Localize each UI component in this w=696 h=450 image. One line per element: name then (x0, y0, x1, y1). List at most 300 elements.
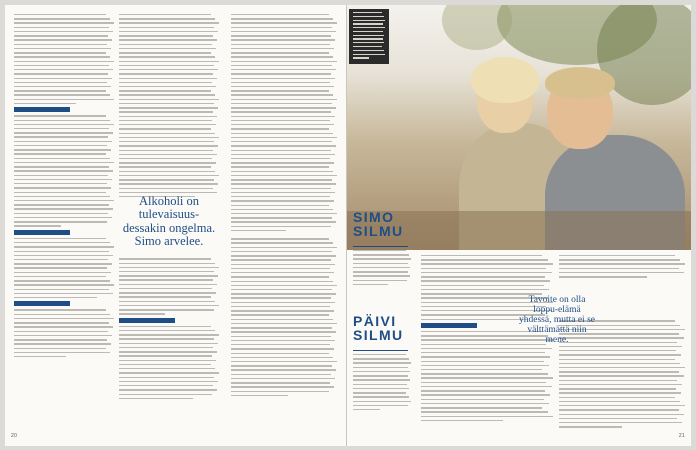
text-line (231, 183, 336, 184)
text-line (421, 369, 542, 370)
text-line (119, 394, 212, 395)
text-line (559, 422, 682, 423)
text-line (119, 107, 218, 108)
article-column-3 (231, 14, 337, 399)
text-line (119, 183, 218, 184)
text-line (14, 251, 109, 252)
text-line (231, 124, 334, 125)
text-line (14, 318, 114, 319)
text-line (14, 326, 113, 327)
text-line (14, 18, 110, 19)
text-line (353, 263, 408, 264)
text-line (14, 78, 112, 79)
text-line (14, 255, 113, 256)
text-line (353, 379, 410, 380)
text-line (421, 276, 545, 277)
text-line (119, 111, 213, 112)
text-line (14, 225, 61, 226)
text-line (421, 416, 553, 417)
text-line (231, 247, 337, 248)
section-heading (14, 301, 70, 306)
text-line (14, 145, 107, 146)
text-line (231, 128, 329, 129)
text-line (421, 352, 545, 353)
text-line (559, 276, 647, 277)
text-line (14, 284, 114, 285)
text-line (119, 267, 219, 268)
text-line (231, 331, 336, 332)
text-line (119, 120, 212, 121)
text-line (119, 65, 214, 66)
text-line (119, 326, 211, 327)
text-line (231, 103, 332, 104)
text-line (14, 22, 114, 23)
text-line (14, 86, 111, 87)
text-line (231, 179, 332, 180)
text-line (231, 297, 331, 298)
sidebar-title-paivi: PÄIVI SILMU (353, 313, 404, 343)
text-line (14, 208, 113, 209)
text-line (14, 124, 114, 125)
text-line (353, 405, 408, 406)
left-page (5, 5, 346, 446)
text-line (231, 171, 333, 172)
text-line (231, 268, 330, 269)
text-line (559, 380, 677, 381)
text-line (231, 302, 335, 303)
text-line (14, 297, 97, 298)
page-number-left: 20 (11, 433, 18, 439)
text-line (353, 54, 385, 55)
text-line (14, 170, 113, 171)
text-line (14, 246, 114, 247)
text-line (559, 388, 676, 389)
text-line (14, 263, 112, 264)
text-line (231, 276, 329, 277)
text-line (14, 335, 112, 336)
text-line (353, 12, 382, 13)
text-line (353, 354, 406, 355)
text-line (14, 183, 107, 184)
text-line (231, 369, 336, 370)
text-line (353, 371, 410, 372)
text-line (421, 280, 550, 281)
text-line (14, 352, 110, 353)
text-line (231, 348, 334, 349)
text-line (231, 374, 331, 375)
text-line (119, 103, 214, 104)
text-line (14, 162, 114, 163)
text-line (231, 386, 334, 387)
text-line (119, 368, 215, 369)
text-line (14, 331, 108, 332)
text-line (231, 116, 335, 117)
text-line (353, 20, 385, 21)
tree-foliage (442, 5, 512, 50)
text-line (231, 209, 333, 210)
text-line (231, 82, 330, 83)
text-line (119, 296, 211, 297)
text-line (119, 150, 213, 151)
text-line (559, 397, 675, 398)
text-line (559, 409, 679, 410)
text-line (231, 285, 337, 286)
text-line (231, 65, 332, 66)
text-line (559, 367, 685, 368)
text-line (231, 319, 333, 320)
text-line (231, 327, 332, 328)
text-line (14, 267, 107, 268)
pull-quote-right: Tavoite on olla loppu-elämä yhdessä, mutta ei se välttämättä niin mene. (519, 295, 595, 346)
text-line (421, 386, 552, 387)
text-line (231, 289, 332, 290)
text-line (231, 361, 337, 362)
text-line (119, 141, 214, 142)
text-line (14, 348, 106, 349)
section-heading (14, 230, 70, 235)
text-line (353, 392, 406, 393)
text-line (421, 255, 542, 256)
text-line (14, 217, 112, 218)
text-line (14, 44, 107, 45)
sidebar-facts-paivi (353, 354, 411, 413)
text-line (119, 292, 216, 293)
text-line (353, 258, 411, 259)
text-line (119, 52, 211, 53)
text-line (14, 115, 106, 116)
text-line (559, 426, 622, 427)
text-line (231, 251, 332, 252)
text-line (119, 355, 212, 356)
text-line (119, 73, 213, 74)
text-line (14, 187, 111, 188)
text-line (421, 272, 552, 273)
section-heading (119, 318, 175, 323)
text-line (14, 35, 108, 36)
text-line (119, 258, 211, 259)
text-line (231, 230, 286, 231)
text-line (119, 158, 212, 159)
text-line (231, 107, 336, 108)
pull-quote-left: Alkoholi on tulevaisuus-dessakin ongelma. Simo arvelee. (122, 194, 216, 248)
text-line (119, 124, 216, 125)
text-line (421, 365, 549, 366)
text-line (559, 384, 682, 385)
text-line (231, 340, 335, 341)
text-line (119, 385, 213, 386)
text-line (119, 271, 214, 272)
text-line (421, 390, 545, 391)
text-line (231, 391, 329, 392)
text-line (14, 132, 113, 133)
text-line (119, 137, 219, 138)
text-line (231, 78, 335, 79)
text-line (421, 285, 544, 286)
photo-caption (349, 9, 389, 64)
text-line (119, 309, 214, 310)
text-line (119, 372, 219, 373)
text-line (119, 82, 212, 83)
text-line (231, 145, 336, 146)
text-line (231, 162, 334, 163)
text-line (119, 48, 216, 49)
sidebar-facts-simo (353, 250, 411, 288)
text-line (14, 48, 111, 49)
text-line (14, 14, 106, 15)
text-line (231, 111, 331, 112)
text-line (231, 395, 288, 396)
text-line (14, 339, 107, 340)
text-line (231, 200, 334, 201)
text-line (231, 90, 329, 91)
text-line (231, 73, 331, 74)
text-line (119, 305, 219, 306)
text-line (231, 14, 329, 15)
text-line (119, 116, 217, 117)
text-line (231, 52, 329, 53)
text-line (119, 22, 219, 23)
text-line (14, 56, 110, 57)
text-line (421, 382, 546, 383)
text-line (231, 357, 333, 358)
text-line (119, 284, 217, 285)
text-line (231, 150, 331, 151)
text-line (231, 242, 333, 243)
text-line (231, 196, 330, 197)
text-line (14, 166, 109, 167)
text-line (14, 276, 106, 277)
text-line (559, 392, 681, 393)
text-line (421, 361, 544, 362)
text-line (14, 90, 106, 91)
text-line (14, 200, 114, 201)
text-line (231, 27, 332, 28)
text-line (14, 52, 106, 53)
text-line (231, 353, 329, 354)
text-line (353, 42, 384, 43)
text-line (14, 61, 114, 62)
text-line (353, 409, 380, 410)
text-line (231, 205, 329, 206)
text-line (119, 69, 218, 70)
text-line (14, 343, 111, 344)
text-line (231, 314, 329, 315)
text-line (119, 61, 219, 62)
text-line (119, 334, 219, 335)
woman-hair (471, 57, 539, 103)
text-line (559, 375, 684, 376)
text-line (353, 38, 383, 39)
text-line (353, 384, 407, 385)
text-line (14, 272, 111, 273)
man-hair (545, 67, 615, 99)
text-line (14, 158, 110, 159)
text-line (231, 323, 337, 324)
text-line (421, 356, 550, 357)
text-line (353, 50, 384, 51)
text-line (14, 136, 108, 137)
text-line (14, 120, 110, 121)
text-line (231, 213, 337, 214)
text-line (119, 31, 218, 32)
text-line (14, 149, 111, 150)
text-line (231, 61, 337, 62)
sidebar-title-simo: SIMO SILMU (353, 209, 404, 239)
text-line (421, 411, 548, 412)
text-line (231, 137, 337, 138)
text-line (14, 31, 113, 32)
text-line (353, 46, 382, 47)
text-line (353, 396, 409, 397)
text-line (353, 367, 408, 368)
text-line (231, 293, 336, 294)
text-line (119, 18, 215, 19)
text-line (231, 264, 335, 265)
text-line (421, 377, 553, 378)
text-line (119, 44, 212, 45)
text-line (119, 263, 215, 264)
text-line (231, 56, 333, 57)
text-line (14, 309, 106, 310)
text-line (231, 310, 334, 311)
text-line (14, 259, 108, 260)
text-line (231, 217, 332, 218)
text-line (14, 73, 108, 74)
text-line (14, 204, 109, 205)
text-line (559, 371, 679, 372)
text-line (119, 128, 211, 129)
text-line (421, 263, 553, 264)
text-line (559, 263, 685, 264)
text-line (231, 44, 330, 45)
text-line (421, 319, 527, 320)
text-line (231, 141, 332, 142)
text-line (353, 267, 410, 268)
text-line (559, 268, 679, 269)
text-line (353, 275, 410, 276)
text-line (559, 259, 680, 260)
text-line (119, 90, 211, 91)
article-column-1 (14, 14, 114, 360)
text-line (14, 69, 113, 70)
text-line (353, 401, 411, 402)
text-line (119, 133, 215, 134)
text-line (421, 403, 549, 404)
text-line (559, 363, 680, 364)
text-line (353, 362, 411, 363)
text-line (14, 94, 110, 95)
right-page (347, 5, 691, 446)
text-line (231, 39, 335, 40)
text-line (119, 86, 216, 87)
text-line (119, 288, 212, 289)
text-line (231, 99, 337, 100)
text-line (14, 175, 108, 176)
text-line (421, 420, 503, 421)
text-line (231, 365, 332, 366)
text-line (119, 343, 218, 344)
text-line (231, 255, 336, 256)
text-line (119, 275, 218, 276)
text-line (231, 154, 335, 155)
text-line (231, 226, 331, 227)
text-line (353, 57, 369, 58)
text-line (559, 255, 675, 256)
text-line (231, 18, 333, 19)
text-line (14, 27, 109, 28)
section-heading (14, 107, 70, 112)
text-line (421, 289, 549, 290)
text-line (559, 414, 684, 415)
text-line (119, 301, 215, 302)
page-number-right: 21 (678, 433, 685, 439)
text-line (119, 398, 193, 399)
text-line (119, 14, 211, 15)
text-line (14, 213, 108, 214)
text-line (231, 22, 337, 23)
text-line (559, 346, 682, 347)
text-line (14, 221, 107, 222)
text-line (119, 179, 214, 180)
text-line (353, 388, 409, 389)
text-line (119, 381, 218, 382)
text-line (119, 166, 211, 167)
text-line (14, 99, 114, 100)
text-line (353, 35, 384, 36)
text-line (119, 154, 217, 155)
text-line (559, 418, 677, 419)
text-line (231, 158, 330, 159)
text-line (119, 78, 217, 79)
text-line (231, 166, 329, 167)
text-line (353, 358, 409, 359)
text-line (421, 407, 542, 408)
text-line (119, 175, 219, 176)
text-line (231, 120, 330, 121)
text-line (353, 280, 407, 281)
text-line (14, 103, 76, 104)
text-line (119, 27, 214, 28)
text-line (119, 94, 215, 95)
text-line (353, 375, 408, 376)
text-line (119, 188, 213, 189)
text-line (231, 31, 336, 32)
text-line (119, 313, 165, 314)
text-line (119, 99, 219, 100)
text-line (353, 284, 388, 285)
text-line (231, 238, 329, 239)
text-line (231, 382, 330, 383)
text-line (119, 360, 216, 361)
sidebar-rule (353, 246, 408, 247)
text-line (119, 377, 214, 378)
text-line (353, 250, 406, 251)
text-line (353, 27, 385, 28)
text-line (119, 330, 215, 331)
text-line (231, 344, 330, 345)
text-line (119, 279, 213, 280)
text-line (14, 192, 106, 193)
text-line (559, 359, 675, 360)
text-line (14, 289, 109, 290)
text-line (119, 162, 216, 163)
text-line (231, 35, 331, 36)
text-line (231, 175, 337, 176)
text-line (231, 378, 335, 379)
text-line (231, 188, 331, 189)
text-line (119, 171, 215, 172)
text-line (119, 389, 217, 390)
